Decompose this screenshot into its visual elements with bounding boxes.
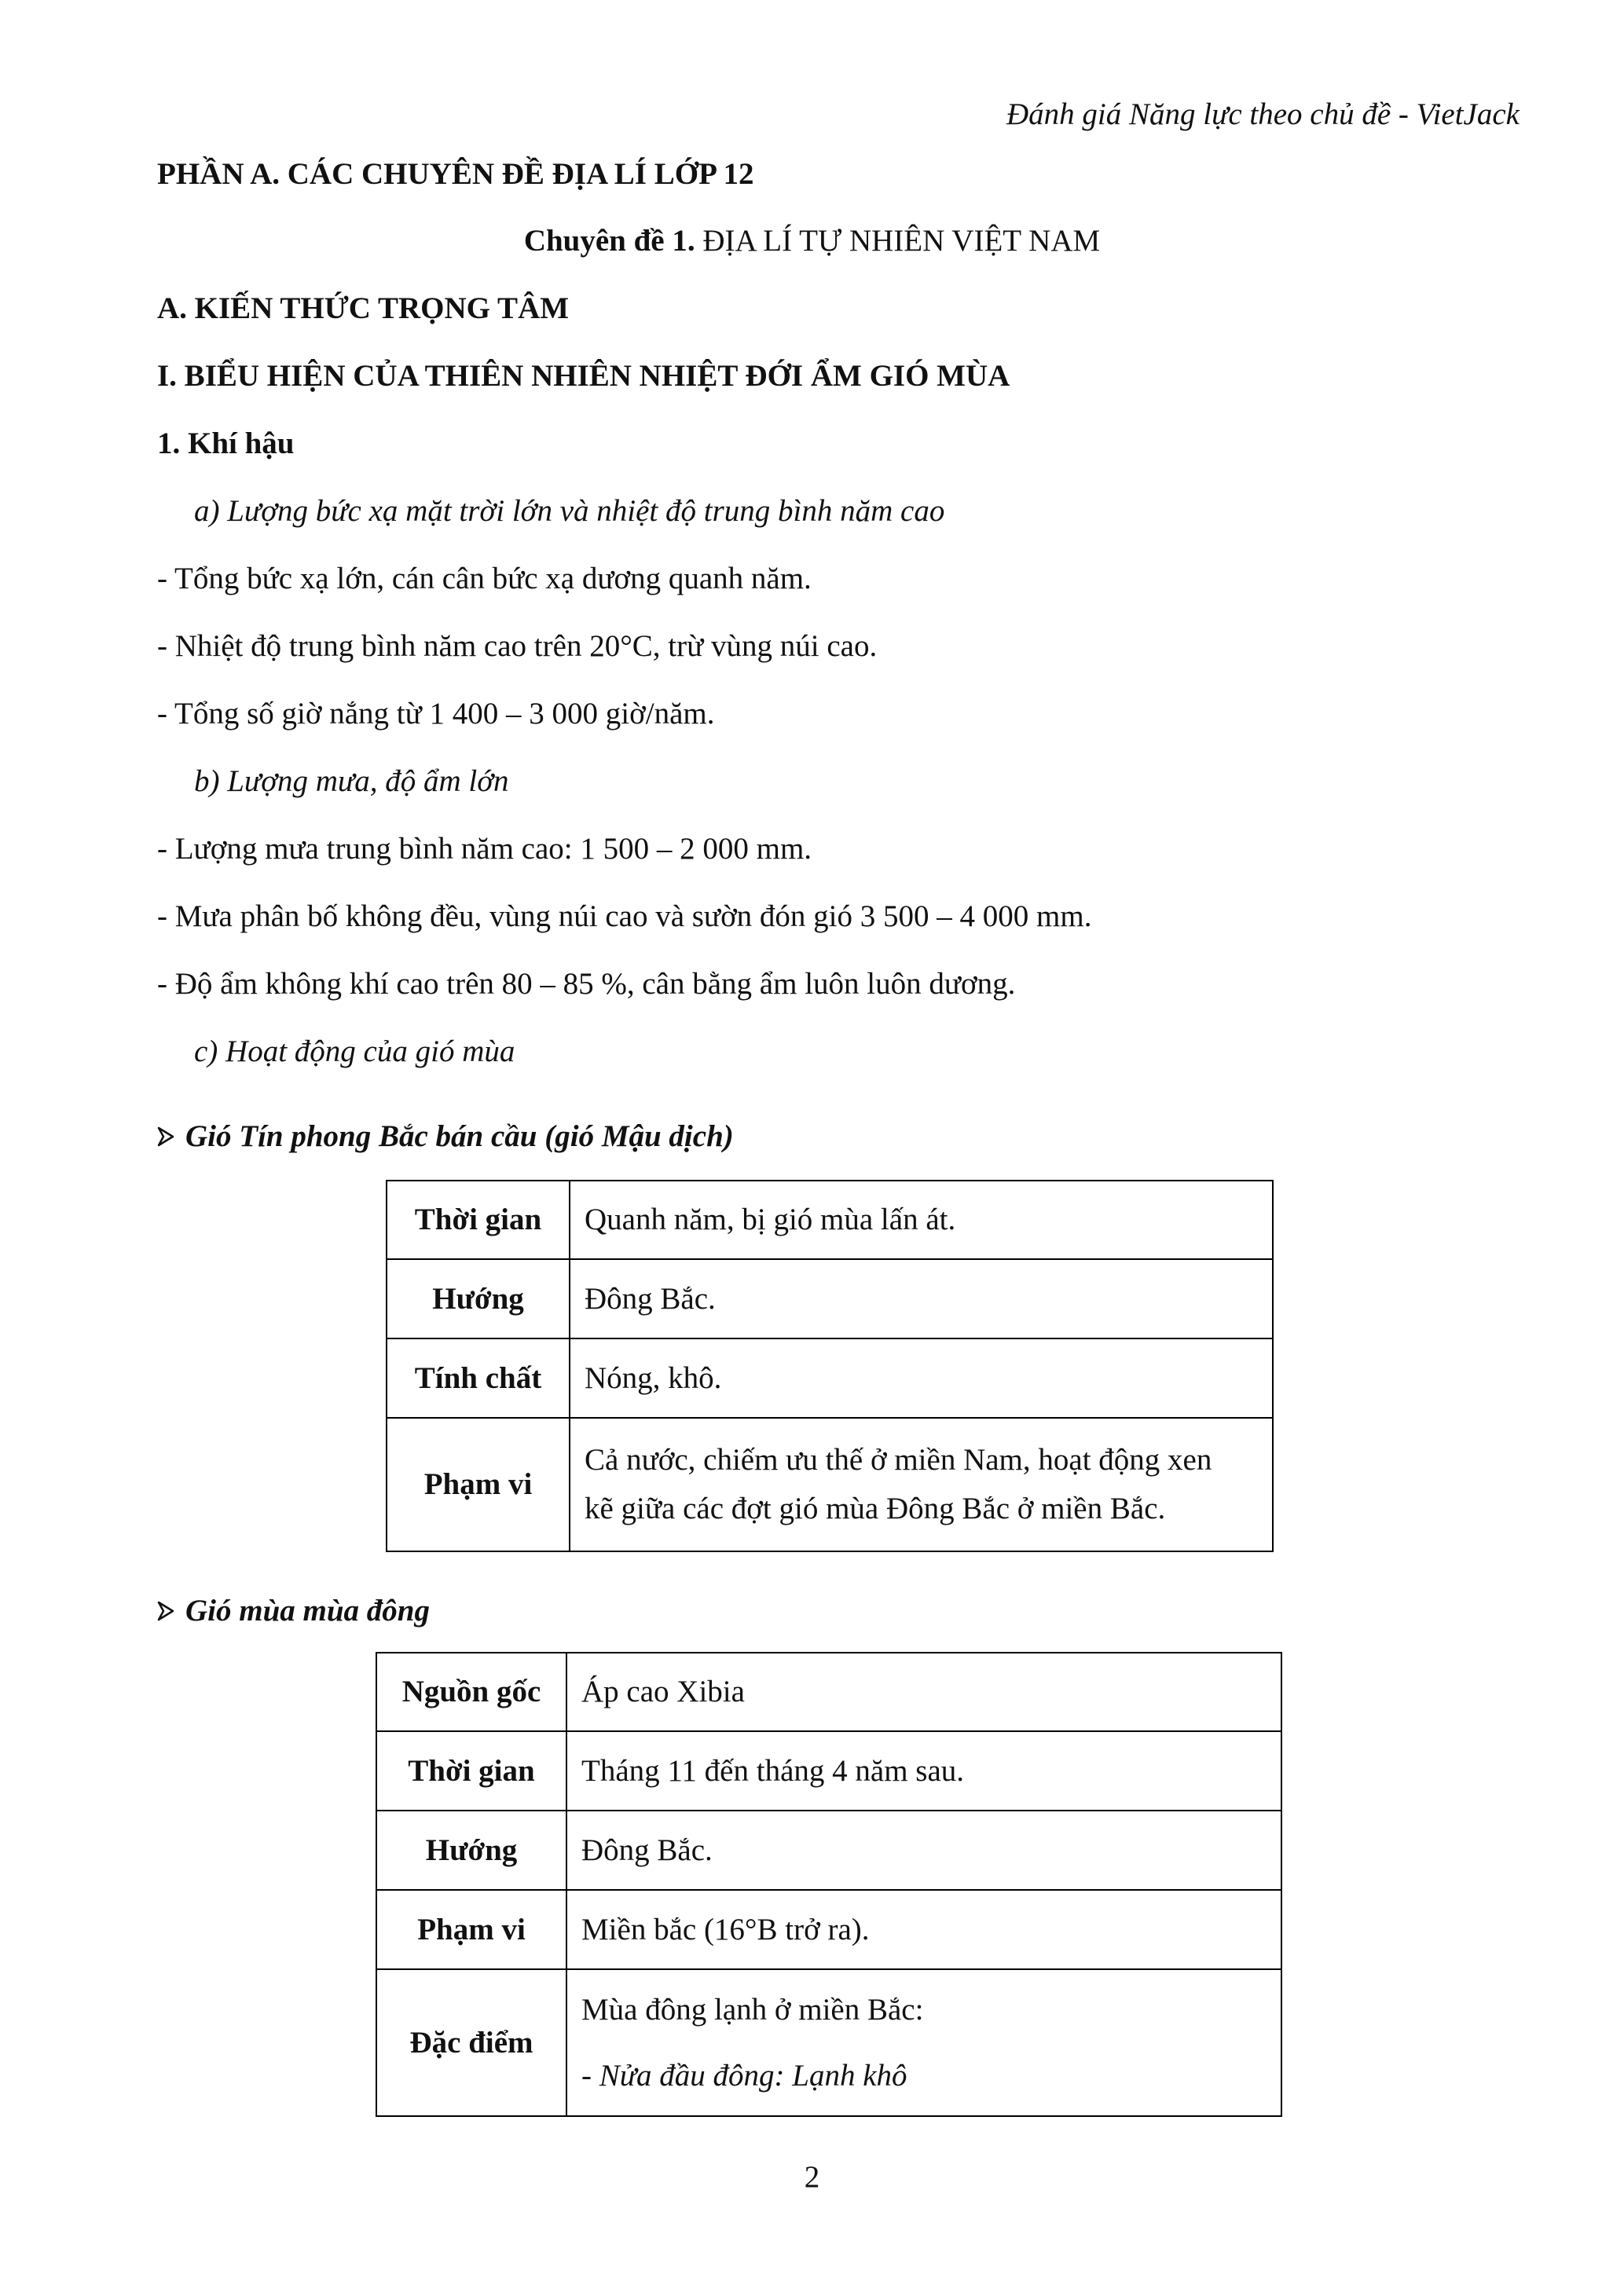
topic-lead: Chuyên đề 1. [523,224,695,258]
table-row [387,1181,1273,1259]
paragraph-line: - Lượng mưa trung bình năm cao: 1 500 – 2 000 mm. [157,832,812,866]
table-value-cell [566,1969,1281,2116]
paragraph-line: - Mưa phân bố không đều, vùng núi cao và sườn đón gió 3 500 – 4 000 mm. [157,899,1092,933]
table-row [387,1338,1273,1418]
trade-wind-heading [157,1118,734,1155]
table-value-cell: Nóng, khô. [570,1338,1273,1418]
part-title: PHẦN A. CÁC CHUYÊN ĐỀ ĐỊA LÍ LỚP 12 [157,157,754,191]
table-value-cell: Đông Bắc. [566,1811,1281,1890]
table-key-cell: Phạm vi [376,1890,566,1969]
table-value-cell: Tháng 11 đến tháng 4 năm sau. [566,1731,1281,1811]
paragraph-line: - Tổng bức xạ lớn, cán cân bức xạ dương quanh năm. [157,562,812,595]
table-key-cell: Đặc điểm [376,1969,566,2116]
table-value-cell: Miền bắc (16°B trở ra). [566,1890,1281,1969]
paragraph-line: - Tổng số giờ nắng từ 1 400 – 3 000 giờ/năm. [157,697,715,731]
topic-rest: ĐỊA LÍ TỰ NHIÊN VIỆT NAM [695,224,1101,258]
table-key-cell: Tính chất [387,1338,570,1418]
table-row [387,1418,1273,1551]
table-value-cell: Đông Bắc. [570,1259,1273,1338]
table-key-cell: Hướng [387,1259,570,1338]
paragraph-line: - Nhiệt độ trung bình năm cao trên 20°C, trừ vùng núi cao. [157,629,878,663]
item-b-title: b) Lượng mưa, độ ẩm lớn [194,764,509,798]
table-key-cell: Nguồn gốc [376,1653,566,1731]
winter-monsoon-table [376,1652,1282,2117]
table-value-line: Cả nước, chiếm ưu thế ở miền Nam, hoạt động xen [585,1443,1212,1477]
table-value-cell [570,1418,1273,1551]
table-key-cell: Phạm vi [387,1418,570,1551]
arrow-bullet-icon [157,1601,174,1621]
table-row [376,1969,1281,2116]
table-row [387,1259,1273,1338]
section-a-title: A. KIẾN THỨC TRỌNG TÂM [157,291,570,325]
table-value-line: kẽ giữa các đợt gió mùa Đông Bắc ở miền Bắc. [585,1492,1166,1525]
table-row [376,1731,1281,1811]
section-i-title: I. BIỂU HIỆN CỦA THIÊN NHIÊN NHIỆT ĐỚI ẨM GIÓ MÙA [157,359,1010,393]
page-number: 2 [804,2160,820,2194]
table-key-cell: Thời gian [376,1731,566,1811]
table-value-line: Mùa đông lạnh ở miền Bắc: [581,1992,924,2027]
table-key-cell: Hướng [376,1811,566,1890]
trade-wind-heading-text: Gió Tín phong Bắc bán cầu (gió Mậu dịch) [185,1119,734,1153]
arrow-bullet-icon [157,1126,174,1147]
winter-monsoon-heading-text: Gió mùa mùa đông [185,1594,430,1628]
paragraph-line: - Độ ẩm không khí cao trên 80 – 85 %, cân bằng ẩm luôn luôn dương. [157,967,1016,1001]
topic-title [0,222,1624,260]
header-note: Đánh giá Năng lực theo chủ đề - VietJack [1006,97,1520,131]
table-key-cell: Thời gian [387,1181,570,1259]
subsection-climate-title: 1. Khí hậu [157,427,295,460]
trade-wind-table [386,1180,1274,1552]
table-row [376,1890,1281,1969]
table-value-line: - Nửa đầu đông: Lạnh khô [581,2058,907,2093]
table-value-cell: Quanh năm, bị gió mùa lấn át. [570,1181,1273,1259]
table-row [376,1653,1281,1731]
item-a-title: a) Lượng bức xạ mặt trời lớn và nhiệt độ trung bình năm cao [194,494,945,528]
winter-monsoon-heading [157,1592,430,1630]
table-row [376,1811,1281,1890]
table-value-cell: Áp cao Xibia [566,1653,1281,1731]
item-c-title: c) Hoạt động của gió mùa [194,1034,515,1068]
